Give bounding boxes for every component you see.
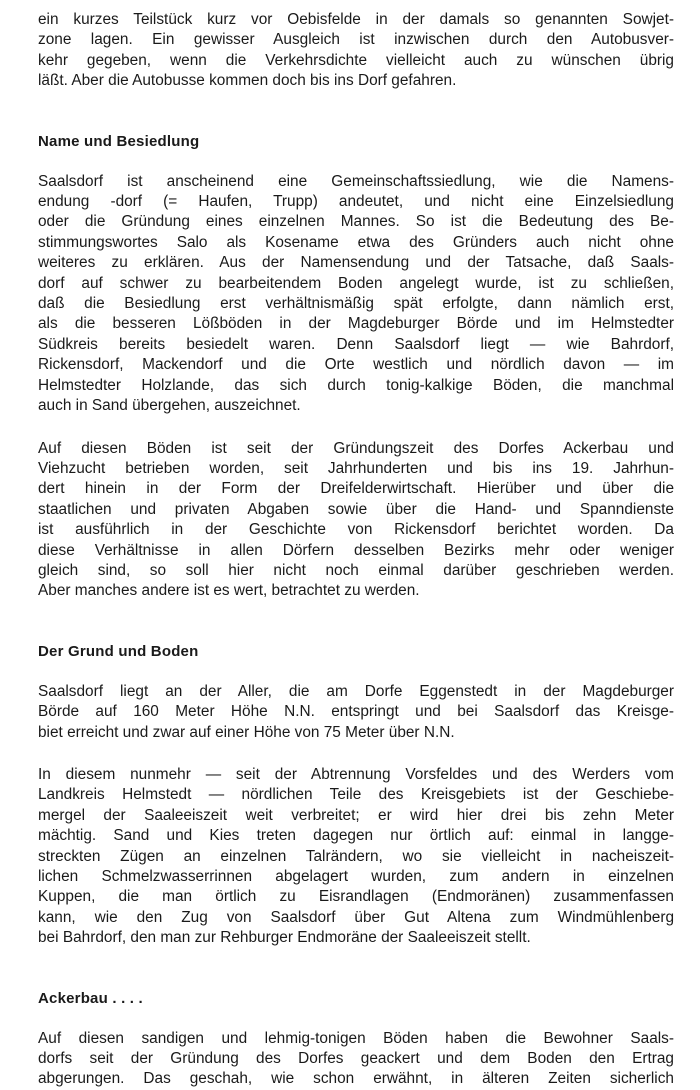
document-page bbox=[38, 10, 674, 1090]
section-heading-name: Name und Besiedlung bbox=[38, 132, 200, 150]
text-line: abgerungen. Das geschah, wie schon erwähnt, in älteren Zeiten sicherlich bbox=[38, 1070, 674, 1088]
text-line: Aber manches andere ist es wert, betrachtet zu werden. bbox=[38, 582, 420, 600]
text-line: stimmungswortes Salo als Kosename etwa des Gründers auch nicht ohne bbox=[38, 233, 674, 251]
text-line: Börde auf 160 Meter Höhe N.N. entspringt und bei Saalsdorf das Kreisge- bbox=[38, 703, 674, 721]
text-line: ein kurzes Teilstück kurz vor Oebisfelde in der damals so genannten Sowjet- bbox=[38, 11, 674, 28]
text-line: Saalsdorf liegt an der Aller, die am Dorfe Eggenstedt in der Magdeburger bbox=[38, 682, 674, 700]
text-line: endung -dorf (= Haufen, Trupp) andeutet, und nicht eine Einzelsiedlung bbox=[38, 193, 674, 211]
paragraph-name-2 bbox=[38, 439, 674, 602]
paragraph-grund-1 bbox=[38, 682, 674, 743]
section-heading-acker: Ackerbau . . . . bbox=[38, 989, 143, 1007]
text-line: In diesem nunmehr — seit der Abtrennung Vorsfeldes und des Werders vom bbox=[38, 765, 674, 783]
text-line: mergel der Saaleeiszeit weit verbreitet; er wird hier drei bis zehn Meter bbox=[38, 806, 674, 824]
text-line: dert hinein in der Form der Dreifelderwirtschaft. Hierüber und über die bbox=[38, 480, 674, 498]
text-line: Auf diesen sandigen und lehmig-tonigen Böden haben die Bewohner Saals- bbox=[38, 1029, 674, 1047]
text-line: gleich sind, so soll hier nicht noch einmal darüber geschrieben werden. bbox=[38, 561, 674, 579]
text-line: dorf auf schwer zu bearbeitendem Boden angelegt wurde, ist zu schließen, bbox=[38, 274, 674, 292]
text-line: Südkreis bereits besiedelt waren. Denn Saalsdorf liegt — wie Bahrdorf, bbox=[38, 335, 674, 353]
text-line: diese Verhältnisse in allen Dörfern desselben Bezirks mehr oder weniger bbox=[38, 541, 674, 559]
text-line: auch in Sand übergehen, auszeichnet. bbox=[38, 397, 301, 415]
text-line: mächtig. Sand und Kies treten dagegen nur örtlich auf: einmal in langge- bbox=[38, 827, 674, 845]
text-line: staatlichen und privaten Abgaben sowie über die Hand- und Spanndienste bbox=[38, 500, 674, 518]
text-line: bei Bahrdorf, den man zur Rehburger Endmoräne der Saaleeiszeit stellt. bbox=[38, 929, 531, 947]
text-line: als die besseren Lößböden in der Magdeburger Börde und im Helmstedter bbox=[38, 315, 674, 333]
text-line: zone lagen. Ein gewisser Ausgleich ist inzwischen durch den Autobusver- bbox=[38, 31, 674, 49]
text-line: Viehzucht betrieben worden, seit Jahrhunderten und bis ins 19. Jahrhun- bbox=[38, 459, 674, 477]
text-line: Auf diesen Böden ist seit der Gründungszeit des Dorfes Ackerbau und bbox=[38, 439, 674, 457]
section-heading-grund: Der Grund und Boden bbox=[38, 642, 199, 660]
text-line: Rickensdorf, Mackendorf und die Orte westlich und nördlich davon — im bbox=[38, 356, 674, 374]
text-line: kehr gegeben, wenn die Verkehrsdichte vielleicht auch zu wünschen übrig bbox=[38, 51, 674, 69]
paragraph-grund-2 bbox=[38, 765, 674, 949]
paragraph-intro bbox=[38, 10, 674, 92]
text-line: biet erreicht und zwar auf einer Höhe von 75 Meter über N.N. bbox=[38, 723, 455, 741]
text-line: Helmstedter Holzlande, das sich durch tonig-kalkige Böden, die manchmal bbox=[38, 376, 674, 394]
text-line: dorfs seit der Gründung des Dorfes geackert und dem Boden den Ertrag bbox=[38, 1050, 674, 1068]
paragraph-name-1 bbox=[38, 172, 674, 417]
text-line: Saalsdorf ist anscheinend eine Gemeinschaftssiedlung, wie die Namens- bbox=[38, 172, 674, 190]
text-line: Kuppen, die man örtlich zu Eisrandlagen (Endmoränen) zusammenfassen bbox=[38, 888, 674, 906]
text-line: lichen Schmelzwasserrinnen abgelagert wurden, zum andern in einzelnen bbox=[38, 868, 674, 885]
text-line: daß die Besiedlung erst verhältnismäßig spät erfolgte, dann nämlich erst, bbox=[38, 295, 674, 313]
text-line: weiteres zu erklären. Aus der Namensendung und der Tatsache, daß Saals- bbox=[38, 254, 674, 272]
text-line: läßt. Aber die Autobusse kommen doch bis ins Dorf gefahren. bbox=[38, 72, 457, 90]
text-line: oder die Gründung eines einzelnen Mannes. So ist die Bedeutung des Be- bbox=[38, 213, 674, 231]
text-line: ist ausführlich in der Geschichte von Rickensdorf berichtet worden. Da bbox=[38, 521, 674, 539]
text-line: Landkreis Helmstedt — nördlichen Teile des Kreisgebiets ist der Geschiebe- bbox=[38, 786, 674, 804]
text-line: streckten Zügen an einzelnen Talrändern, wo sie vielleicht in nacheiszeit- bbox=[38, 847, 674, 865]
paragraph-acker-1 bbox=[38, 1029, 674, 1090]
text-line: kann, wie den Zug von Saalsdorf über Gut Altena zum Windmühlenberg bbox=[38, 908, 674, 926]
